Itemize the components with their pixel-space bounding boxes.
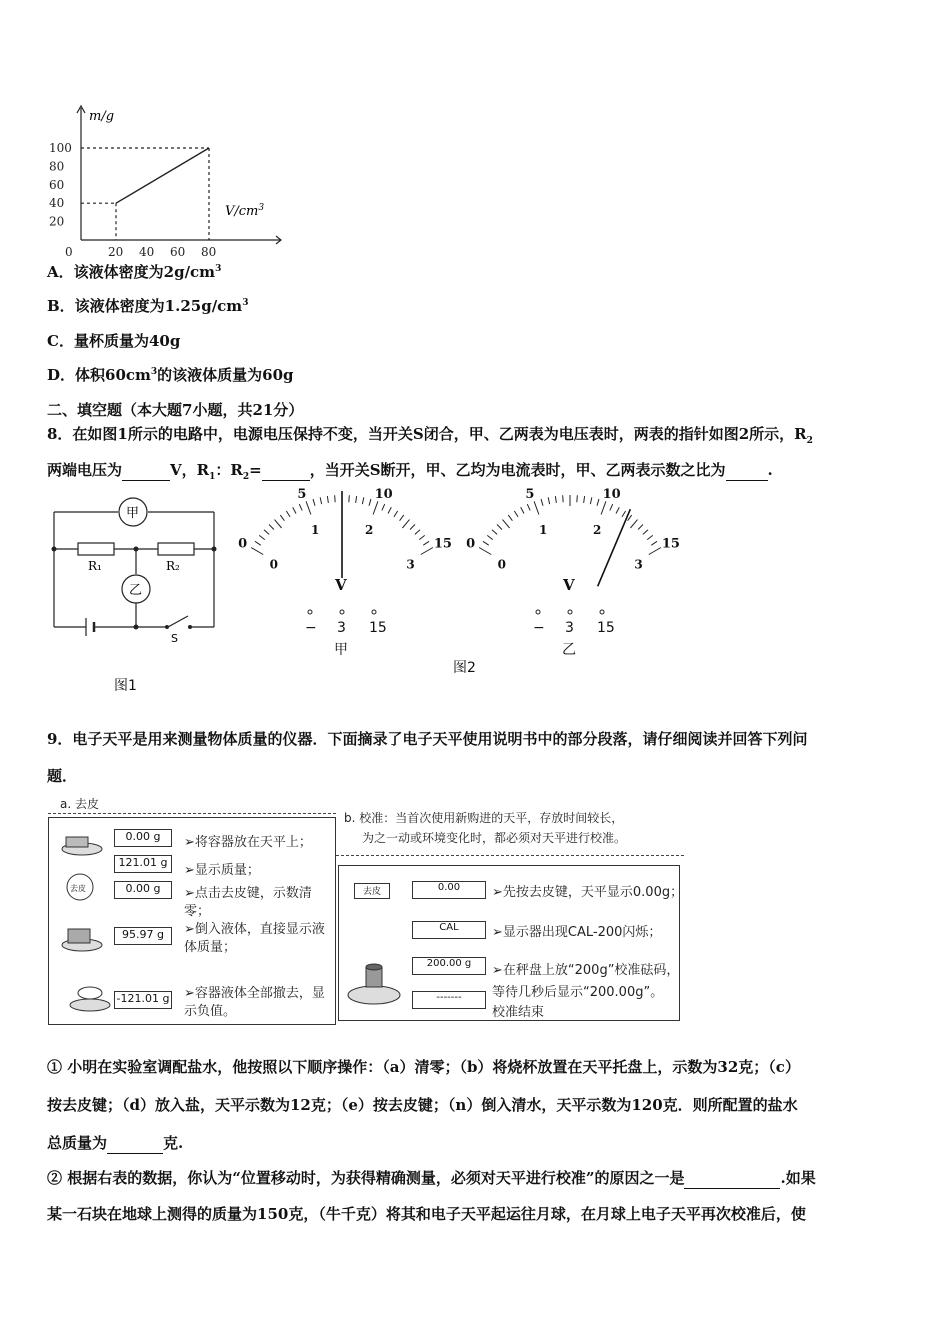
option-c: C．量杯质量为40g [47, 332, 181, 350]
meter-yi-label: 乙 [129, 583, 143, 598]
display-reading: ------- [412, 991, 486, 1009]
y-tick-label: 20 [49, 214, 65, 229]
step-text: ➢先按去皮键，天平显示0.00g； [492, 885, 684, 900]
tare-key: 去皮 [70, 884, 86, 893]
scale-tick [555, 496, 556, 503]
terminal-label: 15 [369, 620, 387, 636]
step-text: ➢显示器出现CAL-200闪烁； [492, 925, 662, 940]
scale-tick [622, 511, 626, 517]
answer-blank[interactable] [122, 460, 170, 481]
voltmeter-jia [238, 487, 452, 658]
step-text: 校准结束 [492, 1005, 545, 1020]
upper-scale-label: 15 [433, 536, 452, 552]
terminal-label: − [305, 620, 317, 636]
terminal [372, 610, 376, 614]
upper-scale-label: 0 [466, 536, 476, 552]
q9-part1-line2: 按去皮键；（d）放入盐，天平示数为12克；（e）按去皮键；（n）倒入清水，天平示数为120克．则所配置的盐水 [47, 1096, 798, 1114]
scale-tick [373, 501, 378, 514]
switch-s [168, 616, 188, 627]
x-tick-label: 20 [108, 245, 124, 259]
lower-scale-label: 3 [634, 557, 643, 572]
x-tick-label: 40 [139, 245, 155, 259]
scale-tick [597, 499, 599, 506]
scale-tick [388, 507, 391, 513]
scale-tick [299, 504, 302, 510]
q9-part1-line1: ① 小明在实验室调配盐水，他按照以下顺序操作：（a）清零；（b）将烧杯放置在天平托盘上，示数为32克；（c） [47, 1058, 800, 1076]
q9-line2: 题． [47, 767, 78, 785]
display-reading: 95.97 g [114, 927, 172, 945]
scale-tick [508, 515, 512, 521]
q8-line2: 两端电压为 V，$R_1$：$R_2=$ ，当开关S断开，甲、乙均为电流表时，甲、乙两表示数之比为 . [47, 461, 773, 482]
terminal-label: 3 [565, 620, 574, 636]
scale-tick [521, 507, 524, 513]
upper-scale-label: 15 [661, 536, 680, 552]
scale-tick [419, 535, 425, 539]
switch-label: S [171, 632, 178, 645]
scale-tick [264, 530, 269, 535]
meter-name-label: 乙 [562, 642, 576, 658]
resistor-r2 [158, 543, 194, 555]
y-tick-label: 80 [49, 159, 65, 174]
figure2-caption: 图2 [453, 660, 476, 676]
terminal [600, 610, 604, 614]
scale-tick [584, 496, 585, 503]
step-text: ➢在秤盘上放“200g”校准砝码， [492, 963, 680, 978]
manual-panel-tare [48, 795, 336, 1025]
y-axis-label: m/g [89, 109, 115, 124]
x-tick-label: 80 [201, 245, 217, 259]
terminal-label: − [533, 620, 545, 636]
step-text: ➢点击去皮键，示数清零； [184, 886, 312, 919]
x-tick-label: 0 [65, 245, 73, 259]
y-tick-label: 40 [49, 196, 65, 211]
scale-tick [487, 535, 493, 539]
scale-tick [423, 541, 429, 545]
scale-tick [313, 499, 315, 506]
meter-jia-label: 甲 [126, 506, 140, 521]
scale-tick [503, 520, 510, 528]
display-reading: CAL [412, 921, 486, 939]
q9-part2-line2: 某一石块在地球上测得的质量为150克，（牛千克）将其和电子天平起运往月球，在月球上电子天平再次校准后，使 [47, 1205, 806, 1223]
terminal-label: 3 [337, 620, 346, 636]
upper-scale-label: 5 [297, 486, 307, 502]
balance-illustrations [58, 825, 112, 1021]
circuit-diagram [48, 496, 223, 645]
step-text: ➢显示质量； [184, 863, 260, 878]
scale-tick [259, 535, 265, 539]
meter-needle [598, 509, 631, 586]
scale-tick [320, 497, 321, 504]
panel-a-title: a. 去皮 [60, 797, 99, 811]
scale-tick [400, 515, 404, 521]
upper-scale-label: 10 [374, 486, 393, 502]
scale-tick [649, 548, 661, 555]
r1-label: R₁ [88, 559, 102, 573]
step-text: ➢倒入液体，直接显示液体质量； [184, 922, 325, 955]
display-reading: 200.00 g [412, 957, 486, 975]
x-tick-label: 60 [170, 245, 186, 259]
scale-tick [269, 524, 274, 529]
scale-tick [616, 507, 619, 513]
step-text: ➢容器液体全部撤去，显示负值。 [184, 986, 325, 1019]
terminal [308, 610, 312, 614]
terminal-label: 15 [597, 620, 615, 636]
lower-scale-label: 1 [538, 522, 548, 537]
voltmeters-figure [232, 486, 692, 670]
scale-tick [362, 497, 363, 504]
scale-tick [492, 530, 497, 535]
lower-scale-label: 0 [497, 557, 506, 572]
option-d: D．体积$60cm^3$的该液体质量为60g [47, 366, 294, 384]
unit-label: V [335, 576, 347, 594]
scale-tick [286, 511, 290, 517]
lower-scale-label: 2 [365, 522, 374, 537]
meter-name-label: 甲 [334, 642, 348, 658]
unit-label: V [563, 576, 575, 594]
lower-scale-label: 3 [406, 557, 415, 572]
scale-tick [275, 520, 282, 528]
q9-part2-line1: ② 根据右表的数据，你认为“位置移动时，为获得精确测量，必须对天平进行校准”的原因之一是 .如果 [47, 1169, 816, 1187]
scale-tick [421, 548, 433, 555]
figure1-caption: 图1 [114, 678, 137, 694]
upper-scale-label: 5 [525, 486, 535, 502]
mass-volume-graph [45, 100, 285, 259]
answer-blank[interactable] [684, 1168, 780, 1189]
option-b: B．该液体密度为$1.25g/cm^3$ [47, 297, 249, 315]
answer-blank[interactable] [107, 1133, 163, 1154]
scale-tick [601, 501, 606, 514]
y-tick-label: 60 [49, 177, 65, 192]
scale-tick [255, 541, 261, 545]
scale-tick [643, 530, 648, 535]
scale-tick [548, 497, 549, 504]
display-reading: -121.01 g [114, 991, 172, 1009]
tare-key: 去皮 [354, 883, 390, 899]
scale-tick [610, 504, 613, 510]
lower-scale-label: 1 [310, 522, 320, 537]
y-tick-label: 100 [49, 141, 72, 155]
scale-tick [590, 497, 591, 504]
scale-tick [356, 496, 357, 503]
upper-scale-label: 10 [602, 486, 621, 502]
scale-tick [541, 499, 543, 506]
scale-tick [534, 501, 539, 514]
scale-tick [638, 524, 643, 529]
section-heading: 二、填空题（本大题7小题，共21分） [47, 401, 304, 419]
step-text: ➢将容器放在天平上； [184, 835, 312, 850]
display-reading: 0.00 g [114, 829, 172, 847]
scale-tick [630, 520, 637, 528]
scale-tick [410, 524, 415, 529]
scale-tick [293, 507, 296, 513]
scale-tick [415, 530, 420, 535]
x-axis-label: $V/cm^3$ [225, 203, 265, 219]
terminal [536, 610, 540, 614]
balance-with-weight [344, 945, 404, 1015]
panel-b-title-1: b. 校准：当首次使用新购进的天平，存放时间较长， [344, 811, 624, 825]
scale-tick [497, 524, 502, 529]
scale-tick [514, 511, 518, 517]
scale-tick [327, 496, 328, 503]
answer-blank[interactable] [726, 460, 768, 481]
terminal [340, 610, 344, 614]
scale-tick [382, 504, 385, 510]
scale-tick [479, 548, 491, 555]
q9-part1-line3: 总质量为 克. [47, 1134, 184, 1152]
scale-tick [394, 511, 398, 517]
scale-tick [402, 520, 409, 528]
r2-label: R₂ [166, 559, 180, 573]
lower-scale-label: 0 [269, 557, 278, 572]
option-a: A．该液体密度为$2g/cm^3$ [47, 263, 222, 281]
scale-tick [647, 535, 653, 539]
scale-tick [306, 501, 311, 514]
display-reading: 121.01 g [114, 855, 172, 873]
scale-tick [251, 548, 263, 555]
scale-tick [527, 504, 530, 510]
step-text: 等待几秒后显示“200.00g”。 [492, 985, 664, 1000]
voltmeter-yi [466, 487, 680, 658]
display-reading: 0.00 g [114, 881, 172, 899]
scale-tick [483, 541, 489, 545]
scale-tick [369, 499, 371, 506]
terminal [568, 610, 572, 614]
answer-blank[interactable] [262, 460, 310, 481]
scale-tick [280, 515, 284, 521]
display-reading: 0.00 [412, 881, 486, 899]
q8-line1: 8．在如图1所示的电路中，电源电压保持不变，当开关S闭合，甲、乙两表为电压表时，两表的指针如图2所示，$R_2$ [47, 425, 813, 446]
scale-tick [651, 541, 657, 545]
upper-scale-label: 0 [238, 536, 248, 552]
panel-b-title-2: 为之一动或环境变化时，都必须对天平进行校准。 [362, 831, 627, 845]
lower-scale-label: 2 [593, 522, 602, 537]
q9-line1: 9．电子天平是用来测量物体质量的仪器．下面摘录了电子天平使用说明书中的部分段落，请仔细阅读并回答下列问 [47, 730, 808, 748]
manual-panel-calibration [336, 795, 684, 1025]
resistor-r1 [78, 543, 114, 555]
graph-line [116, 148, 209, 203]
